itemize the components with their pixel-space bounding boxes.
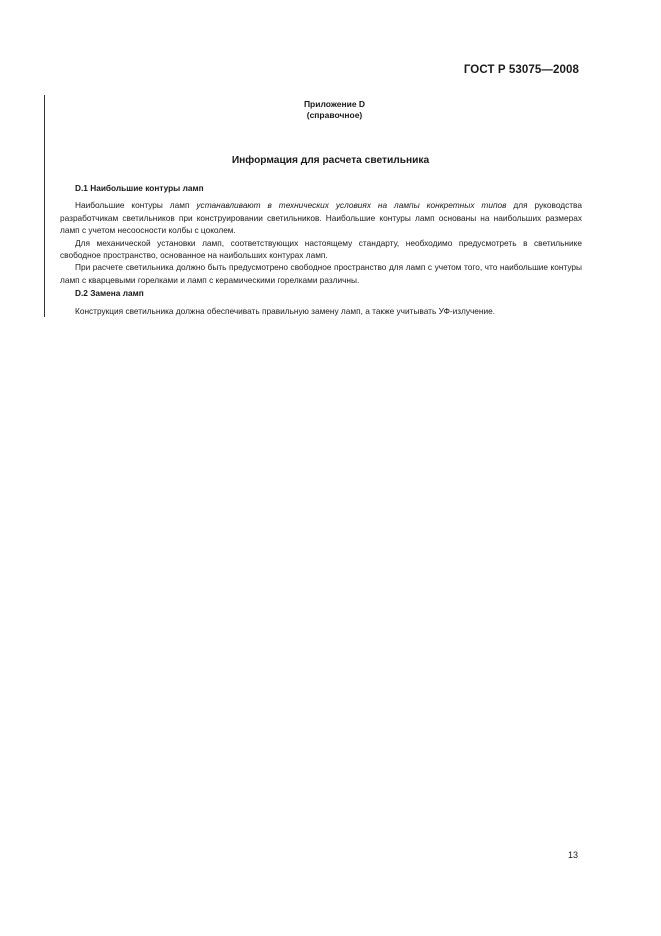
paragraph-d1-1-end: для руководства разработчикам светильников при конструировании светильников. Наибольшие контуры ламп основаны на наибольших размерах ламп с учетом несоосности колбы с цоколем. (60, 200, 582, 236)
document-body (60, 182, 582, 317)
annex-label: Приложение D (303, 99, 366, 109)
page-number: 13 (567, 850, 578, 860)
document-standard-number: ГОСТ Р 53075—2008 (463, 64, 579, 76)
margin-rule (44, 95, 45, 317)
annex-heading (0, 99, 661, 121)
paragraph-d1-1-start: Наибольшие контуры ламп (75, 200, 197, 211)
section-heading-d1: D.1 Наибольшие контуры ламп (75, 183, 204, 193)
paragraph-d1-2: Для механической установки ламп, соответствующих настоящему стандарту, необходимо предусмотреть в светильнике свободное пространство, основанное на наибольших контурах ламп. (60, 237, 582, 261)
paragraph-d1-1-italic: устанавливают в технических условиях на лампы конкретных типов (196, 200, 507, 211)
paragraph-d2-1: Конструкция светильника должна обеспечивать правильную замену ламп, а также учитывать УФ-излучение. (75, 305, 496, 316)
section-heading-d2: D.2 Замена ламп (75, 288, 144, 299)
annex-status: (справочное) (306, 110, 363, 120)
page-title: Информация для расчета светильника (231, 155, 430, 166)
paragraph-d1-1 (60, 199, 582, 236)
paragraph-d1-3: При расчете светильника должно быть предусмотрено свободное пространство для ламп с учетом того, что наибольшие контуры ламп с кварцевыми горелками и ламп с керамическими горелками различны. (60, 262, 582, 285)
